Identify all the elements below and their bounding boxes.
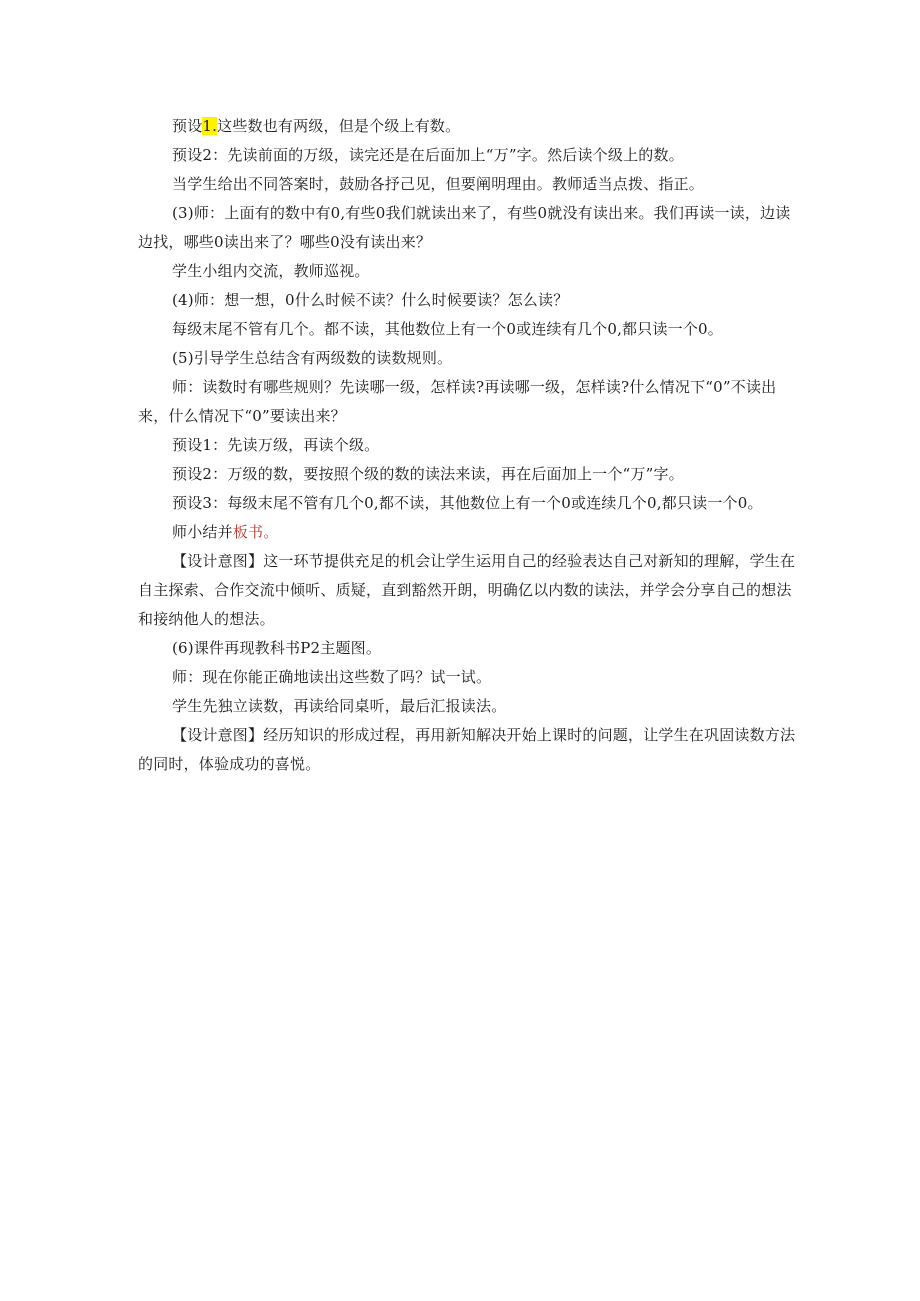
paragraph-2: 预设2：先读前面的万级，读完还是在后面加上“万”字。然后读个级上的数。 xyxy=(172,146,684,164)
document-body xyxy=(138,112,798,779)
paragraph-3: 当学生给出不同答案时，鼓励各抒己见，但要阐明理由。教师适当点拨、指正。 xyxy=(172,175,705,193)
paragraph-15: (6)课件再现教科书P2主题图。 xyxy=(172,639,382,657)
paragraph-1: 预设1.这些数也有两级，但是个级上有数。 xyxy=(172,117,461,135)
paragraph-11: 预设2：万级的数，要按照个级的数的读法来读，再在后面加上一个“万”字。 xyxy=(172,465,684,483)
paragraph-18: 【设计意图】经历知识的形成过程，再用新知解决开始上课时的问题，让学生在巩固读数方法的同时，体验成功的喜悦。 xyxy=(138,726,796,773)
paragraph-13: 师小结并板书。 xyxy=(172,523,279,541)
paragraph-6: (4)师：想一想，0什么时候不读？什么时候要读？怎么读？ xyxy=(172,291,569,309)
paragraph-10: 预设1：先读万级，再读个级。 xyxy=(172,436,380,454)
paragraph-8: (5)引导学生总结含有两级数的读数规则。 xyxy=(172,349,453,367)
paragraph-17: 学生先独立读数，再读给同桌听，最后汇报读法。 xyxy=(172,697,507,715)
paragraph-5: 学生小组内交流，教师巡视。 xyxy=(172,262,370,280)
paragraph-14: 【设计意图】这一环节提供充足的机会让学生运用自己的经验表达自己对新知的理解，学生在自主探索、合作交流中倾听、质疑，直到豁然开朗，明确亿以内数的读法，并学会分享自己的想法和接纳他人的想法。 xyxy=(138,552,796,628)
paragraph-9: 师：读数时有哪些规则？先读哪一级，怎样读?再读哪一级，怎样读?什么情况下“0”不读出来，什么情况下“0”要读出来？ xyxy=(138,378,777,425)
paragraph-7: 每级末尾不管有几个。都不读，其他数位上有一个0或连续有几个0,都只读一个0。 xyxy=(172,320,724,338)
paragraph-4: (3)师：上面有的数中有0,有些0我们就读出来了，有些0就没有读出来。我们再读一读，边读边找，哪些0读出来了？哪些0没有读出来？ xyxy=(138,204,791,251)
paragraph-16: 师：现在你能正确地读出这些数了吗？试一试。 xyxy=(172,668,492,686)
red-text: 板书。 xyxy=(232,523,279,541)
highlighted-number: 1. xyxy=(202,117,218,135)
paragraph-12: 预设3：每级末尾不管有几个0,都不读，其他数位上有一个0或连续几个0,都只读一个0。 xyxy=(172,494,763,512)
